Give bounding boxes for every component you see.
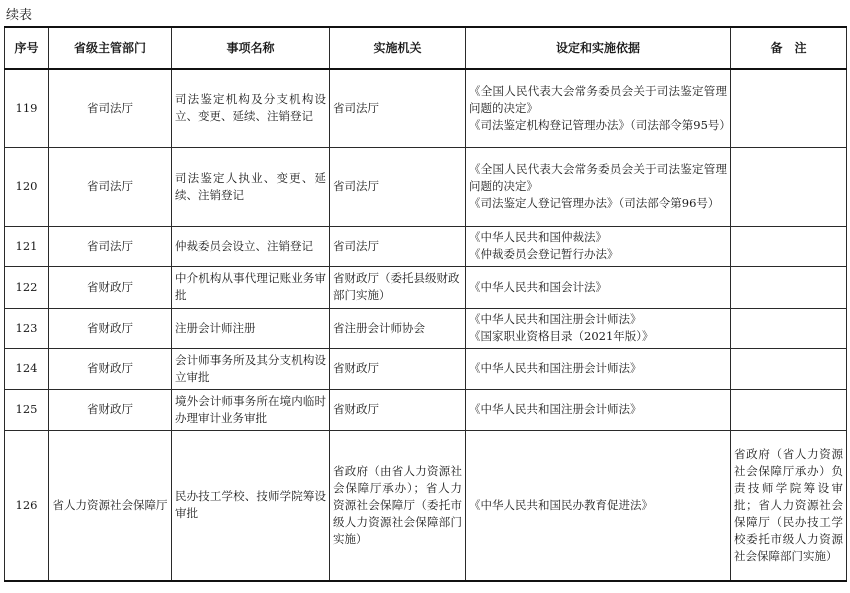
- basis-line: 《全国人民代表大会常务委员会关于司法鉴定管理问题的决定》: [469, 162, 727, 193]
- item-name-text: 司法鉴定人执业、变更、延续、注销登记: [175, 170, 326, 202]
- remarks-cell: [731, 69, 847, 147]
- department-cell: 省财政厅: [49, 266, 172, 308]
- department-cell: 省人力资源社会保障厅: [49, 430, 172, 581]
- item-name-cell: [172, 430, 330, 581]
- serial-no-cell: 120: [5, 147, 49, 226]
- item-name-text: 民办技工学校、技师学院筹设审批: [175, 489, 326, 521]
- serial-no-cell: 125: [5, 389, 49, 430]
- legal-basis-cell: [466, 266, 731, 308]
- legal-basis-cell: [466, 147, 731, 226]
- basis-line: 《司法鉴定机构登记管理办法》（司法部令第95号）: [469, 117, 731, 132]
- approval-items-table: [4, 26, 847, 582]
- legal-basis-cell: [466, 69, 731, 147]
- serial-no-cell: 123: [5, 308, 49, 348]
- legal-basis-cell: [466, 430, 731, 581]
- department-cell: 省司法厅: [49, 147, 172, 226]
- remarks-cell: [731, 308, 847, 348]
- remarks-cell: [731, 226, 847, 266]
- department-cell: 省司法厅: [49, 69, 172, 147]
- item-name-text: 会计师事务所及其分支机构设立审批: [175, 352, 326, 384]
- item-name-cell: [172, 348, 330, 389]
- remarks-cell: [731, 147, 847, 226]
- item-name-cell: [172, 308, 330, 348]
- agency-cell: 省财政厅: [330, 348, 466, 389]
- agency-cell: 省财政厅: [330, 389, 466, 430]
- header-remarks: 备 注: [731, 27, 847, 69]
- department-cell: 省财政厅: [49, 389, 172, 430]
- serial-no-cell: 119: [5, 69, 49, 147]
- table-row: [5, 266, 847, 308]
- item-name-cell: [172, 147, 330, 226]
- item-name-cell: [172, 69, 330, 147]
- basis-line: 《中华人民共和国注册会计师法》: [469, 402, 642, 416]
- basis-line: 《司法鉴定人登记管理办法》（司法部令第96号）: [469, 196, 720, 210]
- agency-cell: 省财政厅（委托县级财政部门实施）: [330, 266, 466, 308]
- item-name-text: 境外会计师事务所在境内临时办理审计业务审批: [175, 393, 326, 425]
- item-name-text: 注册会计师注册: [175, 320, 256, 335]
- basis-line: 《中华人民共和国仲裁法》: [469, 230, 607, 244]
- remarks-cell: [731, 266, 847, 308]
- header-item-name: 事项名称: [172, 27, 330, 69]
- table-row: [5, 430, 847, 581]
- item-name-text: 中介机构从事代理记账业务审批: [175, 271, 326, 302]
- legal-basis-cell: [466, 348, 731, 389]
- agency-cell: 省司法厅: [330, 147, 466, 226]
- header-department: 省级主管部门: [49, 27, 172, 69]
- item-name-cell: [172, 266, 330, 308]
- agency-cell: 省注册会计师协会: [330, 308, 466, 348]
- agency-cell: 省司法厅: [330, 69, 466, 147]
- department-cell: 省财政厅: [49, 348, 172, 389]
- header-legal-basis: 设定和实施依据: [466, 27, 731, 69]
- table-row: [5, 348, 847, 389]
- table-row: [5, 226, 847, 266]
- basis-line: 《中华人民共和国民办教育促进法》: [469, 497, 653, 512]
- table-header-row: [5, 27, 847, 69]
- department-cell: 省财政厅: [49, 308, 172, 348]
- item-name-cell: [172, 226, 330, 266]
- agency-cell: [330, 430, 466, 581]
- table-row: [5, 147, 847, 226]
- department-cell: 省司法厅: [49, 226, 172, 266]
- serial-no-cell: 121: [5, 226, 49, 266]
- basis-line: 《中华人民共和国会计法》: [469, 279, 607, 294]
- item-name-text: 仲裁委员会设立、注销登记: [175, 238, 313, 253]
- basis-line: 《国家职业资格目录（2021年版）》: [469, 329, 654, 343]
- remarks-cell: [731, 430, 847, 581]
- agency-text: 省政府（由省人力资源社会保障厅承办）；省人力资源社会保障厅（委托市级人力资源社会保障部门实施）: [333, 463, 462, 546]
- header-serial-no: 序号: [5, 27, 49, 69]
- basis-line: 《中华人民共和国注册会计师法》: [469, 361, 642, 375]
- legal-basis-cell: [466, 389, 731, 430]
- legal-basis-cell: [466, 308, 731, 348]
- serial-no-cell: 126: [5, 430, 49, 581]
- table-row: [5, 69, 847, 147]
- item-name-text: 司法鉴定机构及分支机构设立、变更、延续、注销登记: [175, 92, 326, 124]
- remarks-text: 省政府（省人力资源社会保障厅承办）负责技师学院筹设审批；省人力资源社会保障厅（民办技工学校委托市级人力资源社会保障部门实施）: [734, 446, 843, 563]
- remarks-cell: [731, 389, 847, 430]
- serial-no-cell: 124: [5, 348, 49, 389]
- serial-no-cell: 122: [5, 266, 49, 308]
- basis-line: 《中华人民共和国注册会计师法》: [469, 312, 642, 326]
- remarks-cell: [731, 348, 847, 389]
- basis-line: 《仲裁委员会登记暂行办法》: [469, 247, 619, 261]
- table-row: [5, 389, 847, 430]
- header-implementing-agency: 实施机关: [330, 27, 466, 69]
- agency-cell: 省司法厅: [330, 226, 466, 266]
- item-name-cell: [172, 389, 330, 430]
- basis-line: 《全国人民代表大会常务委员会关于司法鉴定管理问题的决定》: [469, 83, 727, 115]
- table-row: [5, 308, 847, 348]
- continued-table-label: 续表: [6, 8, 33, 23]
- legal-basis-cell: [466, 226, 731, 266]
